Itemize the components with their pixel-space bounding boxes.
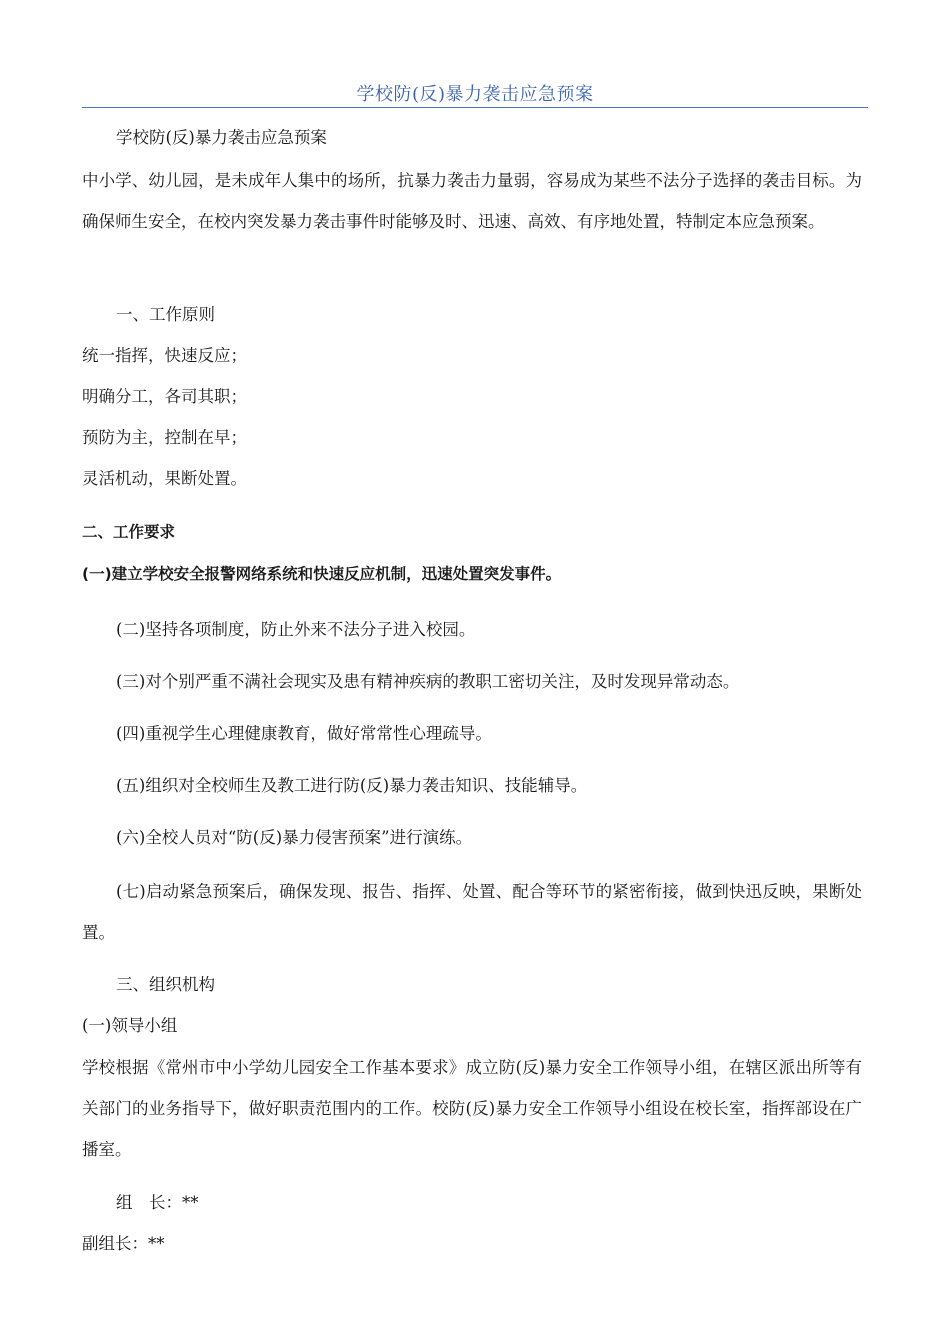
deputy-leader-line: 副组长：**	[82, 1234, 165, 1253]
principle-item: 灵活机动，果断处置。	[82, 469, 247, 488]
requirement-item: (四)重视学生心理健康教育，做好常常性心理疏导。	[116, 724, 492, 743]
section3-heading: 三、组织机构	[116, 975, 215, 994]
requirement-item: (三)对个别严重不满社会现实及患有精神疾病的教职工密切关注，及时发现异常动态。	[116, 672, 740, 691]
principle-item: 统一指挥，快速反应；	[82, 346, 247, 365]
requirement-item: (五)组织对全校师生及教工进行防(反)暴力袭击知识、技能辅导。	[116, 776, 588, 795]
principle-item: 明确分工，各司其职；	[82, 387, 247, 406]
principle-item: 预防为主，控制在早；	[82, 428, 247, 447]
requirement-item: (二)坚持各项制度，防止外来不法分子进入校园。	[116, 620, 476, 639]
section3-sub-heading: (一)领导小组	[82, 1016, 178, 1035]
header-divider	[82, 107, 868, 108]
document-subtitle: 学校防(反)暴力袭击应急预案	[116, 128, 327, 147]
requirement-item-1: (一)建立学校安全报警网络系统和快速反应机制，迅速处置突发事件。	[82, 565, 562, 583]
section1-heading: 一、工作原则	[116, 305, 215, 324]
section2-heading: 二、工作要求	[82, 523, 176, 541]
requirement-item-7: (七)启动紧急预案后，确保发现、报告、指挥、处置、配合等环节的紧密衔接，做到快迅反映，果断处置。	[82, 882, 862, 942]
intro-paragraph: 中小学、幼儿园，是未成年人集中的场所，抗暴力袭击力量弱，容易成为某些不法分子选择的袭击目标。为确保师生安全，在校内突发暴力袭击事件时能够及时、迅速、高效、有序地处置，特制定本应急预案。	[82, 171, 862, 231]
organization-paragraph: 学校根据《常州市中小学幼儿园安全工作基本要求》成立防(反)暴力安全工作领导小组，在辖区派出所等有关部门的业务指导下，做好职责范围内的工作。校防(反)暴力安全工作领导小组设在校长室，指挥部设在广播室。	[82, 1058, 862, 1159]
leader-line: 组 长：**	[116, 1193, 199, 1212]
requirement-item: (六)全校人员对“防(反)暴力侵害预案”进行演练。	[116, 828, 473, 847]
page-header-title: 学校防(反)暴力袭击应急预案	[356, 84, 594, 105]
